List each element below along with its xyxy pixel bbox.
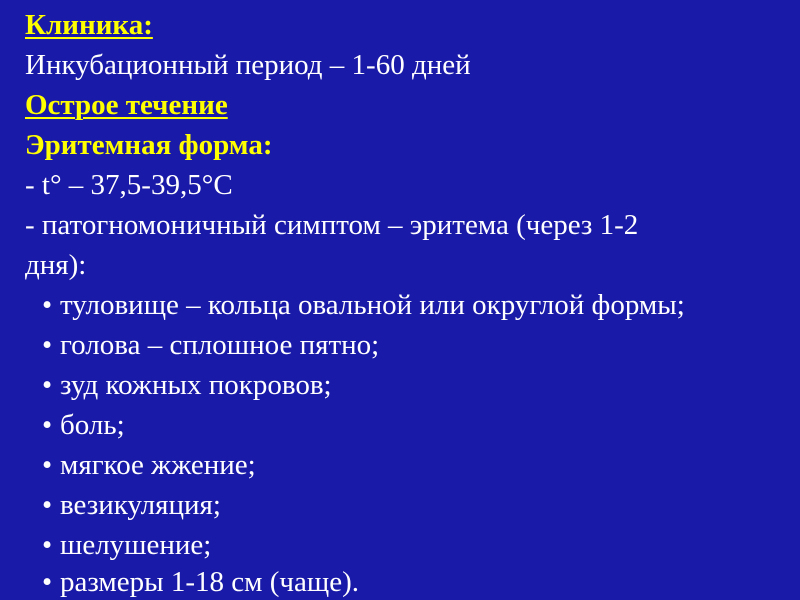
bullet-icon: • [42, 289, 53, 321]
bullet-text: размеры 1-18 см (чаще). [60, 566, 359, 598]
incubation-period-text: Инкубационный период – 1-60 дней [25, 49, 471, 81]
bullet-text: зуд кожных покровов; [60, 369, 332, 401]
bullet-text: везикуляция; [60, 489, 221, 521]
bullet-text: голова – сплошное пятно; [60, 329, 380, 361]
bullet-item [42, 488, 221, 522]
temperature-text: - t° – 37,5-39,5°С [25, 169, 233, 201]
bullet-icon: • [42, 329, 53, 361]
bullet-item [42, 528, 211, 562]
bullet-item [42, 448, 256, 482]
bullet-icon: • [42, 449, 53, 481]
bullet-icon: • [42, 369, 53, 401]
bullet-item [42, 368, 332, 402]
symptom-text-line2: дня): [25, 249, 87, 281]
bullet-icon: • [42, 529, 53, 561]
course-heading: Острое течение [25, 89, 228, 121]
bullet-text: шелушение; [60, 529, 212, 561]
symptom-text-line1: - патогномоничный симптом – эритема (через 1-2 [25, 209, 639, 241]
bullet-text: боль; [60, 409, 125, 441]
slide-title: Клиника: [25, 9, 153, 41]
bullet-text: мягкое жжение; [60, 449, 256, 481]
bullet-item [42, 288, 685, 322]
bullet-icon: • [42, 489, 53, 521]
bullet-item [42, 408, 125, 442]
bullet-icon: • [42, 409, 53, 441]
bullet-text: туловище – кольца овальной или округлой формы; [60, 289, 685, 321]
bullet-icon: • [42, 566, 53, 598]
bullet-item [42, 328, 379, 362]
bullet-item [42, 565, 359, 599]
form-heading: Эритемная форма: [25, 129, 273, 161]
